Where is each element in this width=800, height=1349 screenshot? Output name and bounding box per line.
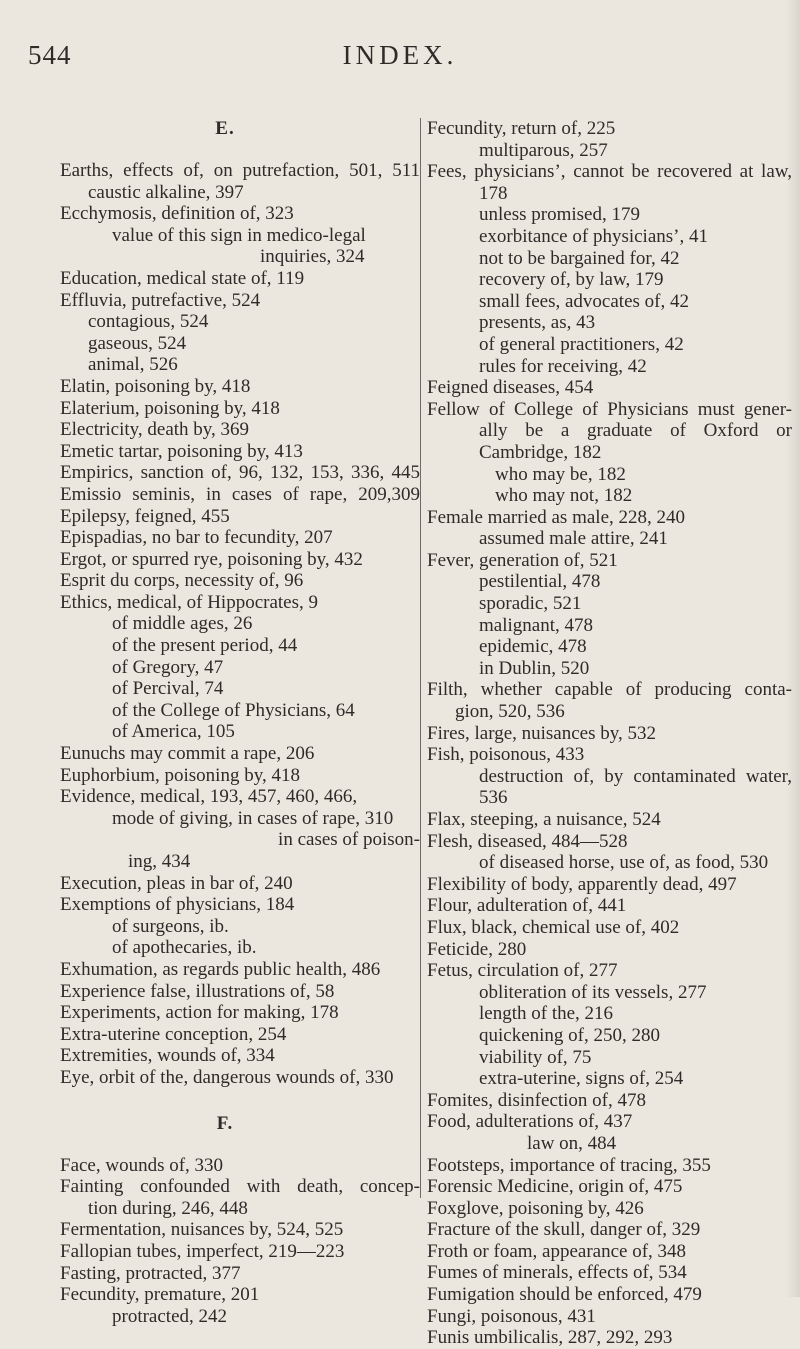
index-subentry: small fees, advocates of, 42 bbox=[479, 290, 689, 312]
index-entry: Earths, effects of, on putrefaction, 501, 511 bbox=[60, 160, 420, 181]
index-subentry: presents, as, 43 bbox=[479, 312, 596, 334]
index-entry: Epispadias, no bar to fecundity, 207 bbox=[60, 527, 333, 549]
index-subentry: length of the, 216 bbox=[479, 1003, 614, 1025]
index-entry: Froth or foam, appearance of, 348 bbox=[427, 1240, 687, 1262]
index-subentry: value of this sign in medico-legal bbox=[112, 224, 366, 246]
index-subentry: caustic alkaline, 397 bbox=[88, 181, 244, 203]
index-subentry: destruction of, by contaminated water, bbox=[479, 765, 792, 787]
index-entry: Extremities, wounds of, 334 bbox=[60, 1045, 275, 1067]
index-subentry: gaseous, 524 bbox=[88, 332, 187, 354]
index-subentry: assumed male attire, 241 bbox=[479, 528, 668, 550]
index-subentry: mode of giving, in cases of rape, 310 bbox=[112, 807, 394, 829]
index-entry: Esprit du corps, necessity of, 96 bbox=[60, 570, 304, 592]
index-entry: Funis umbilicalis, 287, 292, 293 bbox=[427, 1327, 673, 1349]
index-entry: Emetic tartar, poisoning by, 413 bbox=[60, 440, 303, 462]
index-entry: Female married as male, 228, 240 bbox=[427, 506, 686, 528]
index-entry: Elatin, poisoning by, 418 bbox=[60, 375, 251, 397]
index-entry: Forensic Medicine, origin of, 475 bbox=[427, 1176, 683, 1198]
index-subentry: multiparous, 257 bbox=[479, 139, 608, 161]
index-subentry: ing, 434 bbox=[128, 851, 191, 872]
index-entry: Fecundity, premature, 201 bbox=[60, 1284, 260, 1306]
index-entry: Fungi, poisonous, 431 bbox=[427, 1305, 596, 1327]
index-subentry: rules for receiving, 42 bbox=[479, 355, 647, 377]
index-subentry: inquiries, 324 bbox=[260, 246, 365, 268]
index-subentry: of general practitioners, 42 bbox=[479, 333, 684, 355]
index-entry: Ethics, medical, of Hippocrates, 9 bbox=[60, 591, 319, 613]
index-entry: Emissio seminis, in cases of rape, 209,309 bbox=[60, 483, 420, 505]
section-heading-e: E. bbox=[215, 118, 235, 139]
index-entry: Fainting confounded with death, concep- bbox=[60, 1176, 420, 1198]
index-subentry: extra-uterine, signs of, 254 bbox=[479, 1068, 684, 1090]
section-heading-f: F. bbox=[216, 1112, 234, 1134]
index-entry: Exhumation, as regards public health, 486 bbox=[60, 958, 381, 980]
index-entry: Fees, physicians’, cannot be recovered at law, bbox=[427, 161, 792, 183]
index-entry: Euphorbium, poisoning by, 418 bbox=[60, 764, 300, 786]
index-entry: Food, adulterations of, 437 bbox=[427, 1111, 633, 1133]
index-entry: Eunuchs may commit a rape, 206 bbox=[60, 743, 315, 765]
index-entry: Epilepsy, feigned, 455 bbox=[60, 505, 230, 527]
index-entry: Fetus, circulation of, 277 bbox=[427, 960, 618, 982]
page-number: 544 bbox=[28, 40, 72, 70]
index-subentry: sporadic, 521 bbox=[479, 593, 582, 615]
index-subentry: of surgeons, ib. bbox=[112, 915, 229, 937]
index-entry: Foxglove, poisoning by, 426 bbox=[427, 1197, 644, 1219]
index-entry: Feticide, 280 bbox=[427, 938, 527, 960]
index-subentry: quickening of, 250, 280 bbox=[479, 1024, 661, 1046]
index-subentry: in Dublin, 520 bbox=[479, 657, 590, 679]
index-subentry: viability of, 75 bbox=[479, 1046, 592, 1068]
index-entry: Fellow of College of Physicians must gener- bbox=[427, 398, 792, 420]
index-entry: Face, wounds of, 330 bbox=[60, 1154, 224, 1176]
index-subentry: in cases of poison- bbox=[278, 829, 420, 851]
index-entry: Extra-uterine conception, 254 bbox=[60, 1023, 287, 1045]
index-subentry: contagious, 524 bbox=[88, 311, 209, 333]
index-entry: Education, medical state of, 119 bbox=[60, 267, 305, 289]
index-subentry: 178 bbox=[479, 182, 508, 204]
index-entry: Fallopian tubes, imperfect, 219—223 bbox=[60, 1240, 345, 1262]
index-entry: Experience false, illustrations of, 58 bbox=[60, 980, 335, 1002]
index-entry: Empirics, sanction of, 96, 132, 153, 336, 445 bbox=[60, 462, 420, 484]
index-entry: Experiments, action for making, 178 bbox=[60, 1002, 339, 1024]
index-entry: Filth, whether capable of producing conta- bbox=[427, 679, 792, 701]
index-subentry: animal, 526 bbox=[88, 354, 178, 376]
index-entry: Fracture of the skull, danger of, 329 bbox=[427, 1219, 701, 1241]
index-entry: Fish, poisonous, 433 bbox=[427, 744, 585, 766]
index-entry: Fires, large, nuisances by, 532 bbox=[427, 722, 657, 744]
index-entry: Flax, steeping, a nuisance, 524 bbox=[427, 809, 661, 830]
index-subentry: tion during, 246, 448 bbox=[88, 1197, 248, 1219]
index-subentry: of the College of Physicians, 64 bbox=[112, 699, 355, 721]
index-entry: Fumigation should be enforced, 479 bbox=[427, 1284, 702, 1306]
index-entry: Execution, pleas in bar of, 240 bbox=[60, 872, 293, 894]
index-subentry: law on, 484 bbox=[527, 1132, 617, 1154]
index-entry: Exemptions of physicians, 184 bbox=[60, 894, 295, 916]
index-subentry: obliteration of its vessels, 277 bbox=[479, 981, 707, 1003]
index-subentry: of apothecaries, ib. bbox=[112, 937, 257, 959]
left-column bbox=[60, 118, 420, 1327]
running-head: INDEX. bbox=[342, 40, 458, 70]
index-subentry: gion, 520, 536 bbox=[455, 701, 565, 723]
index-subentry: of middle ages, 26 bbox=[112, 613, 253, 635]
index-subentry: not to be bargained for, 42 bbox=[479, 247, 680, 269]
index-entry: Ergot, or spurred rye, poisoning by, 432 bbox=[60, 548, 363, 570]
index-entry: Fecundity, return of, 225 bbox=[427, 118, 616, 139]
index-subentry: malignant, 478 bbox=[479, 614, 593, 636]
index-entry: Electricity, death by, 369 bbox=[60, 419, 250, 441]
index-subentry: of diseased horse, use of, as food, 530 bbox=[479, 852, 769, 874]
index-entry: Elaterium, poisoning by, 418 bbox=[60, 397, 280, 419]
index-subentry: ally be a graduate of Oxford or bbox=[479, 420, 792, 442]
index-entry: Fermentation, nuisances by, 524, 525 bbox=[60, 1219, 344, 1241]
index-entry: Feigned diseases, 454 bbox=[427, 377, 594, 399]
index-subentry: pestilential, 478 bbox=[479, 571, 601, 593]
index-entry: Flux, black, chemical use of, 402 bbox=[427, 916, 680, 938]
index-subentry: of Gregory, 47 bbox=[112, 656, 224, 678]
index-subentry: of America, 105 bbox=[112, 721, 235, 743]
index-subentry: recovery of, by law, 179 bbox=[479, 269, 664, 291]
index-entry: Footsteps, importance of tracing, 355 bbox=[427, 1154, 711, 1176]
index-subentry: protracted, 242 bbox=[112, 1305, 228, 1327]
index-subentry: unless promised, 179 bbox=[479, 204, 640, 226]
index-entry: Fomites, disinfection of, 478 bbox=[427, 1089, 647, 1111]
right-column bbox=[427, 118, 792, 1349]
index-entry: Fasting, protracted, 377 bbox=[60, 1262, 241, 1284]
index-subentry: Cambridge, 182 bbox=[479, 441, 602, 463]
index-entry: Flour, adulteration of, 441 bbox=[427, 895, 627, 917]
index-entry: Effluvia, putrefactive, 524 bbox=[60, 289, 261, 311]
index-entry: Fever, generation of, 521 bbox=[427, 549, 618, 571]
column-divider bbox=[420, 118, 421, 1198]
index-entry: Flexibility of body, apparently dead, 497 bbox=[427, 873, 737, 895]
index-subentry: of the present period, 44 bbox=[112, 635, 298, 657]
index-subentry: 536 bbox=[479, 787, 508, 809]
index-entry: Evidence, medical, 193, 457, 460, 466, bbox=[60, 786, 358, 808]
index-entry: Fumes of minerals, effects of, 534 bbox=[427, 1262, 687, 1284]
index-subentry: exorbitance of physicians’, 41 bbox=[479, 225, 708, 247]
index-subentry: who may not, 182 bbox=[495, 485, 633, 507]
index-subentry: of Percival, 74 bbox=[112, 678, 224, 700]
index-entry: Ecchymosis, definition of, 323 bbox=[60, 203, 294, 225]
index-entry: Flesh, diseased, 484—528 bbox=[427, 830, 628, 852]
index-subentry: epidemic, 478 bbox=[479, 636, 587, 658]
index-subentry: who may be, 182 bbox=[495, 463, 626, 485]
index-entry: Eye, orbit of the, dangerous wounds of, 330 bbox=[60, 1066, 394, 1088]
